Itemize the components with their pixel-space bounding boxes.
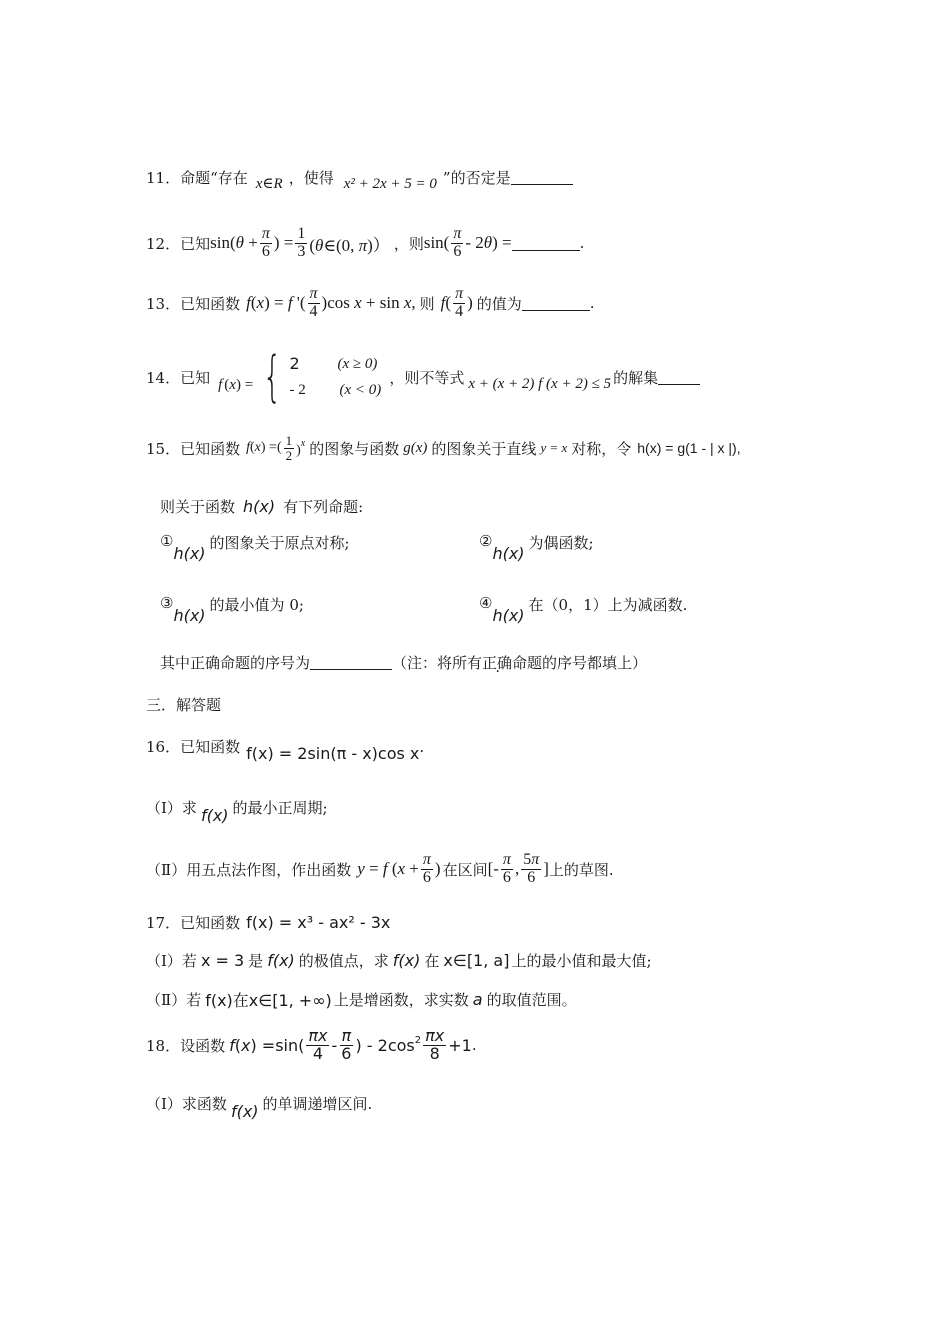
formula: h(x): [492, 544, 525, 563]
case-condition: (x < 0): [339, 382, 382, 398]
question-text: .: [579, 234, 585, 253]
formula: (x) =: [224, 376, 254, 393]
question-text: 的图象关于直线: [431, 439, 537, 458]
case-value: - 2: [289, 382, 306, 398]
question-text: 其中正确命题的序号为: [160, 654, 311, 672]
answer-blank: [310, 655, 392, 670]
statement-1: [160, 532, 350, 563]
emphasis-text: 正确 ·: [482, 652, 512, 673]
question-number: 11．: [146, 169, 181, 187]
formula: (θ∈(0, π)）: [309, 235, 390, 255]
formula: f(x) = 2sin(π - x)cos x: [246, 744, 420, 763]
formula: x∈[1, a]: [443, 951, 510, 970]
formula: f(: [440, 293, 452, 313]
statement-text: 为偶函数;: [528, 534, 594, 552]
fraction: $\frac{5\pi}{6}$: [523, 851, 540, 886]
formula: h(x): [173, 606, 206, 625]
formula: f(x): [230, 1102, 259, 1121]
formula: f(x) =(: [246, 440, 282, 456]
left-brace: {: [262, 345, 282, 408]
fraction: $\frac{\pi x}{8}$: [425, 1026, 445, 1063]
question-text: 是: [248, 952, 264, 970]
question-number: 14．: [146, 368, 181, 387]
question-text: 则: [419, 294, 435, 313]
fraction: $\frac{\pi}{6}$: [453, 225, 462, 260]
question-text: （注：将所有: [392, 654, 483, 672]
question-number: 16．: [146, 738, 181, 756]
question-number: 18．: [146, 1036, 181, 1055]
formula: ): [467, 293, 473, 313]
formula: a: [472, 990, 483, 1009]
formula: g(x): [403, 439, 428, 456]
part-label: （Ⅰ）求: [146, 799, 197, 817]
formula: f: [218, 376, 223, 393]
question-17-part-1: [146, 950, 652, 971]
formula: x∈R: [255, 176, 283, 192]
question-text: 在: [424, 952, 440, 970]
question-text: 的取值范围。: [486, 991, 577, 1009]
formula: f(x): [392, 951, 421, 970]
statement-4: [479, 594, 687, 625]
formula: f(x) = f '(: [246, 293, 306, 313]
statement-text: 在（0，1）上为减函数.: [528, 596, 688, 614]
question-18: [146, 1028, 477, 1063]
question-text: 已知函数: [180, 294, 241, 313]
question-text: .: [419, 737, 425, 756]
answer-blank: [511, 170, 573, 185]
formula: x² + 2x + 5 = 0: [343, 176, 437, 192]
formula: h(x): [173, 544, 206, 563]
statement-mark: ③: [160, 594, 174, 612]
formula: ) =: [273, 233, 294, 253]
formula: h(x): [243, 497, 276, 516]
question-text: 有下列命题:: [283, 498, 364, 516]
question-text: 已知: [180, 368, 211, 387]
formula: [-: [487, 859, 499, 879]
fraction: $\frac{\pi}{4}$: [309, 285, 318, 320]
case-row: [290, 377, 382, 403]
question-text: .: [471, 1036, 477, 1055]
question-text: 的单调递增区间.: [262, 1095, 373, 1113]
formula: )cos x + sin x,: [321, 293, 416, 313]
answer-blank: [658, 370, 700, 385]
case-value: 2: [289, 354, 300, 373]
question-16-part-1: [146, 790, 328, 825]
statement-mark: ②: [479, 532, 493, 550]
question-14: [146, 345, 700, 408]
question-17-part-2: [146, 988, 577, 1011]
part-label: （Ⅱ）用五点法作图，作出函数: [146, 860, 352, 879]
formula: x = 3: [200, 951, 245, 970]
question-number: 13．: [146, 294, 181, 313]
question-number: 17．: [146, 914, 181, 932]
question-text: 则关于函数: [160, 498, 236, 516]
fraction: $\frac{\pi}{6}$: [422, 851, 431, 886]
question-11: [146, 162, 573, 193]
formula: ]: [543, 859, 549, 879]
question-text: .: [589, 294, 595, 313]
question-text: ，使得: [288, 169, 334, 187]
formula: )$^x$: [296, 437, 306, 458]
question-text: 已知函数: [180, 914, 241, 932]
formula: f(x) = x³ - ax² - 3x: [246, 913, 391, 932]
question-13: [146, 286, 595, 321]
statement-2: [479, 532, 594, 563]
question-text: 上的草图.: [548, 860, 614, 879]
statement-mark: ①: [160, 532, 174, 550]
question-12: [146, 226, 584, 261]
formula: f(x)在x∈[1, +∞): [205, 991, 332, 1010]
formula: ) - $2\cos^2$: [355, 1035, 422, 1056]
formula: -: [331, 1035, 338, 1055]
part-label: （Ⅰ）求函数: [146, 1095, 227, 1113]
question-text: 在区间: [442, 860, 488, 879]
question-text: 的极值点，求: [298, 952, 389, 970]
question-text: 命题的序号都填上）: [512, 654, 648, 672]
question-text: 已知函数: [180, 439, 241, 458]
question-15-intro: [160, 496, 363, 517]
question-text: 上的最小值和最大值;: [511, 952, 652, 970]
question-text: 的最小正周期;: [232, 799, 328, 817]
fraction: $\frac{\pi}{6}$: [341, 1026, 352, 1063]
formula: f(x): [267, 951, 295, 970]
question-16-part-2: [146, 852, 614, 887]
question-number: 15．: [146, 439, 181, 458]
question-text: 对称，令: [571, 439, 632, 458]
formula: - 2θ) =: [465, 233, 512, 253]
formula: x + (x + 2) f (x + 2) ≤ 5: [468, 375, 612, 392]
question-text: 已知函数: [180, 738, 241, 756]
formula: f(x): [200, 806, 229, 825]
formula: h(x): [492, 606, 525, 625]
question-number: 12．: [146, 234, 181, 253]
question-text: ”的否定是: [442, 169, 511, 187]
answer-blank: [512, 236, 580, 251]
fraction: $\frac{\pi x}{4}$: [308, 1026, 328, 1063]
question-text: 的解集: [613, 368, 659, 387]
statement-mark: ④: [479, 594, 493, 612]
statement-3: [160, 594, 304, 625]
question-text: 命题“存在: [180, 169, 248, 187]
question-text: 设函数: [180, 1036, 226, 1055]
question-text: 的值为: [476, 294, 522, 313]
formula: sin(θ +: [210, 233, 258, 253]
fraction: $\frac{\pi}{6}$: [502, 851, 511, 886]
formula: f(x) =sin(: [229, 1035, 305, 1055]
question-text: ，则: [393, 234, 424, 253]
formula: y = f (x +: [357, 859, 419, 879]
section-heading: [146, 694, 221, 715]
fraction: $\frac{1}{2}$: [285, 433, 293, 463]
section-title: 三．解答题: [146, 696, 222, 714]
question-text: 已知: [180, 234, 211, 253]
piecewise-cases: [290, 351, 382, 403]
question-text: 的图象与函数: [309, 439, 400, 458]
question-16: [146, 730, 424, 763]
fraction: $\frac{\pi}{6}$: [261, 225, 270, 260]
fraction: $\frac{1}{3}$: [297, 225, 306, 260]
formula: +1: [448, 1035, 472, 1055]
part-label: （Ⅱ）若: [146, 991, 202, 1009]
formula: sin(: [423, 233, 450, 253]
formula: y = x: [540, 440, 568, 456]
formula: ): [434, 859, 441, 879]
case-row: [290, 351, 382, 377]
formula: ,: [514, 859, 520, 879]
answer-blank: [522, 296, 590, 311]
question-15-answer: [160, 652, 647, 673]
question-15: [146, 434, 741, 462]
question-18-part-1: [146, 1086, 372, 1121]
question-text: 上是增函数，求实数: [333, 991, 469, 1009]
statement-text: 的最小值为 0;: [209, 596, 304, 614]
part-label: （Ⅰ）若: [146, 952, 197, 970]
question-17: [146, 912, 390, 933]
case-condition: (x ≥ 0): [337, 356, 378, 372]
fraction: $\frac{\pi}{4}$: [455, 285, 464, 320]
question-text: ，则不等式: [389, 368, 465, 387]
statement-text: 的图象关于原点对称;: [209, 534, 350, 552]
formula: h(x) = g(1 - | x |),: [637, 440, 741, 457]
